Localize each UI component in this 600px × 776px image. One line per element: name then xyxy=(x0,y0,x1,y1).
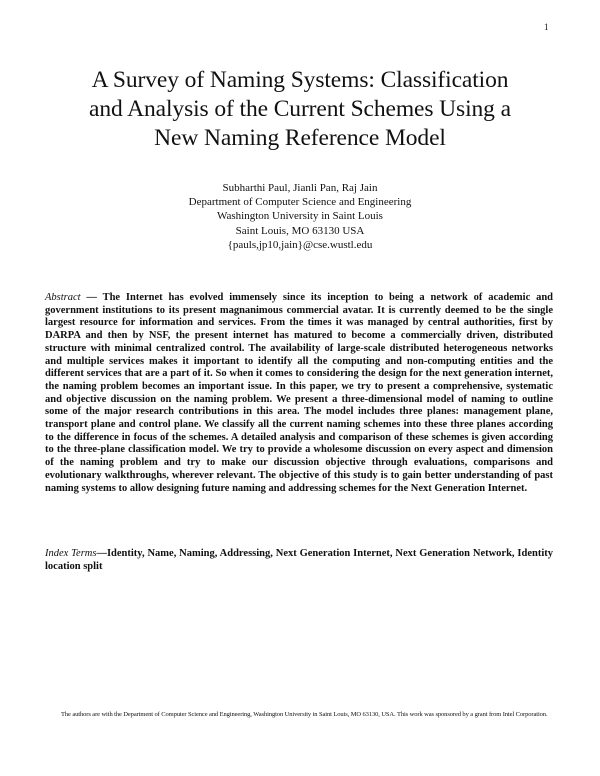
abstract xyxy=(45,292,553,495)
footnote: The authors are with the Department of Computer Science and Engineering, Washington University in Saint Louis, MO 63130, USA. This work was sponsored by a grant from Intel Corporation. xyxy=(61,711,548,718)
author-names: Subharthi Paul, Jianli Pan, Raj Jain xyxy=(222,182,378,194)
index-terms xyxy=(45,548,553,573)
author-emails: {pauls,jp10,jain}@cse.wustl.edu xyxy=(227,238,373,251)
index-terms-separator: — xyxy=(96,548,107,559)
paper-title xyxy=(40,66,560,153)
page-number: 1 xyxy=(544,22,549,32)
author-address: Saint Louis, MO 63130 USA xyxy=(235,224,365,237)
index-terms-text: Identity, Name, Naming, Addressing, Next Generation Internet, Next Generation Network, Identity location split xyxy=(45,548,553,572)
abstract-label: Abstract xyxy=(45,292,81,303)
abstract-text: The Internet has evolved immensely since its inception to being a network of academic and government institutions to its present magnanimous commercial avatar. It is currently deemed to be the single largest resource for information and services. From the times it was managed by central authorities, first by DARPA and then by NSF, the present internet has matured to become a commercially driven, distributed structure with minimal centralized control. The availability of large-scale distributed heterogeneous networks and multiple services makes it important to identify all the computing and non-computing entities and the different services that are a part of it. So when it comes to considering the design for the next generation internet, the naming problem becomes an important issue. In this paper, we try to present a comprehensive, systematic and objective discussion on the naming problem. We present a three-dimensional model of naming to outline some of the major research contributions in this area. The model includes three planes: management plane, transport plane and control plane. We classify all the current naming schemes into these three planes according to the difference in focus of the schemes. A detailed analysis and comparison of these schemes is given according to the three-plane classification model. We try to provide a wholesome discussion on every aspect and dimension of the naming problem and try to make our discussion objective through evaluations, comparisons and evolutionary walkthroughs, wherever relevant. The objective of this study is to gain better understanding of past naming systems to allow designing future naming and addressing schemes for the Next Generation Internet. xyxy=(45,292,553,494)
author-block xyxy=(100,181,500,252)
index-terms-label: Index Terms xyxy=(45,548,97,559)
author-department: Department of Computer Science and Engineering xyxy=(188,196,412,209)
title-line: A Survey of Naming Systems: Classification xyxy=(91,67,509,93)
abstract-separator: — xyxy=(80,292,103,303)
title-line: and Analysis of the Current Schemes Using a xyxy=(89,96,511,122)
title-line: New Naming Reference Model xyxy=(154,125,446,151)
author-university: Washington University in Saint Louis xyxy=(217,210,383,223)
